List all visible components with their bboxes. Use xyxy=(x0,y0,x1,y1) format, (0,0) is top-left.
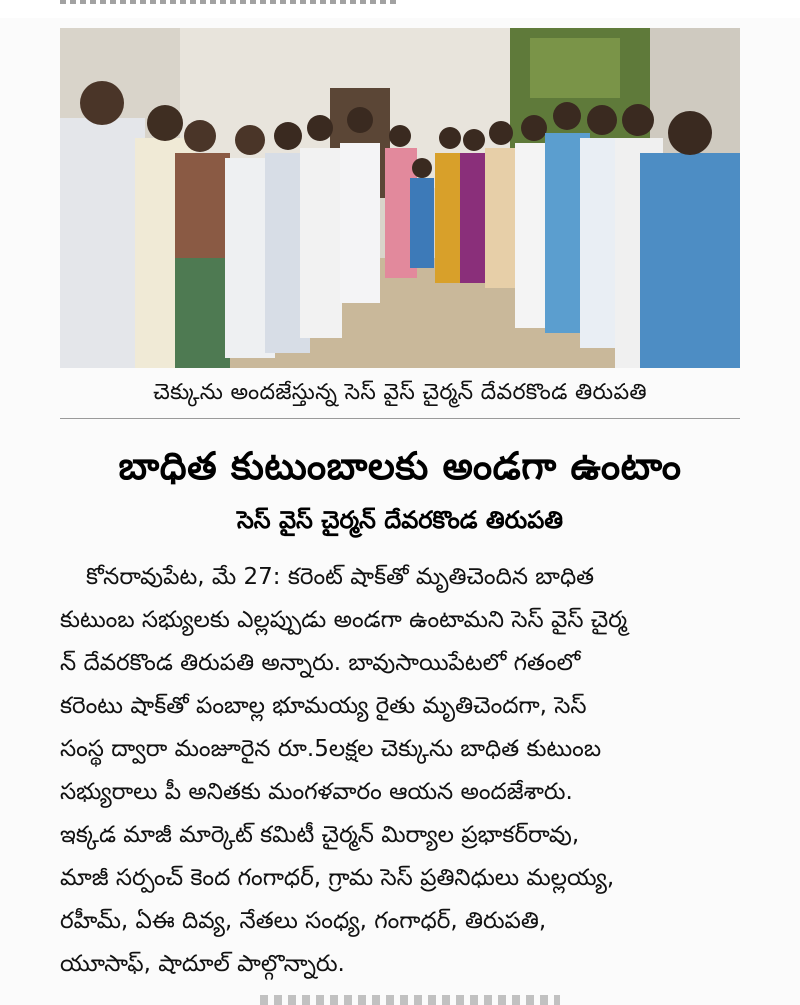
article-body xyxy=(60,556,750,986)
subheadline: సెస్ వైస్ చైర్మన్ దేవరకొండ తిరుపతి xyxy=(236,506,564,534)
body-line: కోనరావుపేట, మే 27: కరెంట్ షాక్‌తో మృతిచెందిన బాధిత xyxy=(86,564,595,590)
body-line: యూసాఫ్, షాదూల్ పాల్గొన్నారు. xyxy=(60,951,345,977)
body-line: కరెంటు షాక్‌తో పంబాల్ల భూమయ్య రైతు మృతిచెందగా, సెస్ xyxy=(60,693,587,719)
body-line: మాజీ సర్పంచ్ కెంద గంగాధర్, గ్రామ సెస్ ప్రతినిధులు మల్లయ్య, xyxy=(60,865,615,891)
headline: బాధిత కుటుంబాలకు అండగా ఉంటాం xyxy=(118,444,682,488)
news-photo xyxy=(60,28,740,368)
body-line: రహీమ్, ఏఈ దివ్య, నేతలు సంధ్య, గంగాధర్, తిరుపతి, xyxy=(60,908,547,934)
body-line: సభ్యురాలు పీ అనితకు మంగళవారం ఆయన అందజేశారు. xyxy=(60,779,573,805)
photo-caption: చెక్కును అందజేస్తున్న సెస్ వైస్ చైర్మన్ దేవరకొండ తిరుపతి xyxy=(60,372,740,419)
body-line: సంస్థ ద్వారా మంజూరైన రూ.5లక్షల చెక్కును బాధిత కుటుంబ xyxy=(60,736,602,762)
body-line: న్ దేవరకొండ తిరుపతి అన్నారు. బావుసాయిపేటలో గతంలో xyxy=(60,650,581,676)
next-article-fragment xyxy=(260,995,560,1005)
body-line: ఇక్కడ మాజీ మార్కెట్ కమిటీ చైర్మన్ మిర్యాల ప్రభాకర్‌రావు, xyxy=(60,822,580,848)
body-line: కుటుంబ సభ్యులకు ఎల్లప్పుడు అండగా ఉంటామని సెస్ వైస్ చైర్మ xyxy=(60,607,628,633)
previous-article-fragment xyxy=(0,0,800,18)
